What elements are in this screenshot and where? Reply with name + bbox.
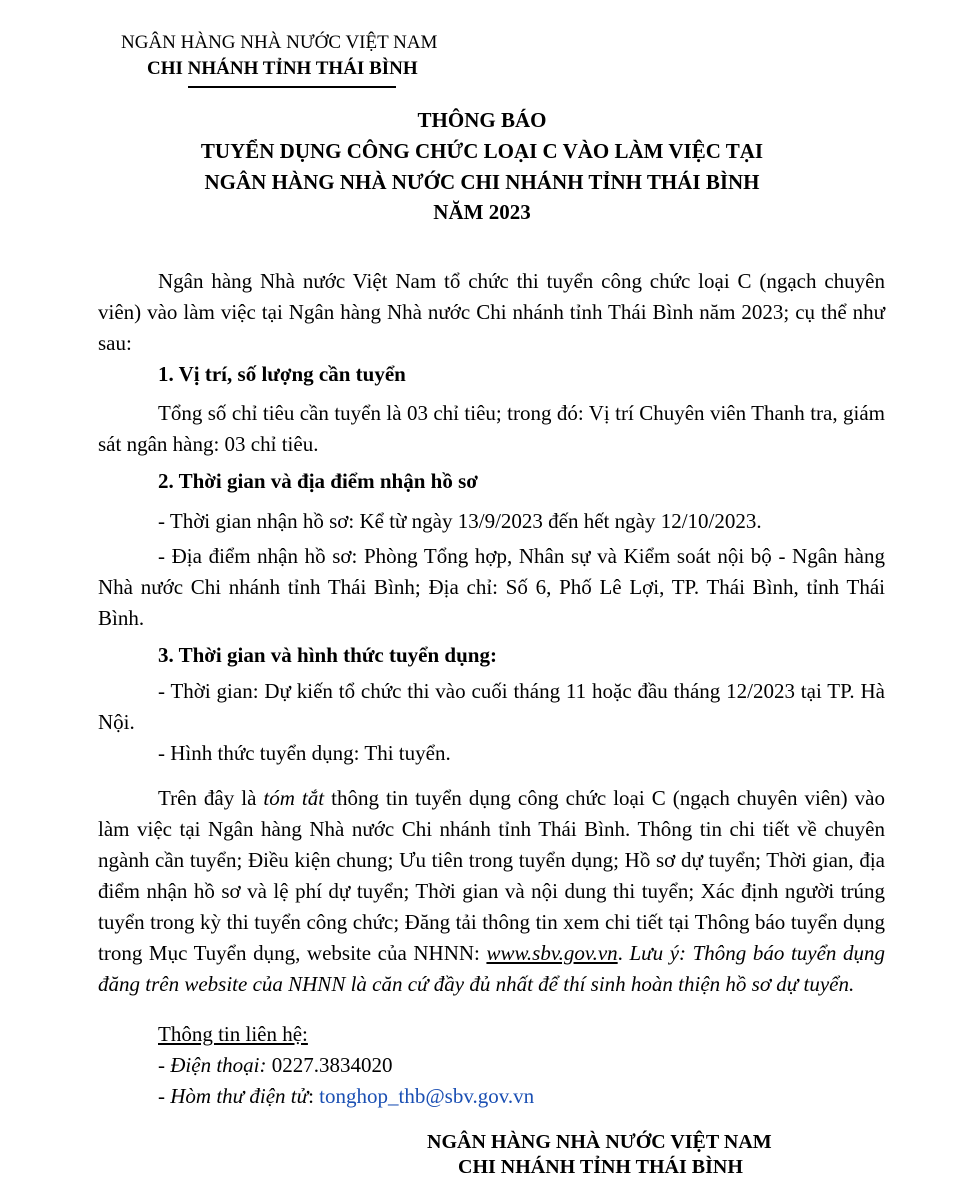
section-2-place: - Địa điểm nhận hồ sơ: Phòng Tổng hợp, Nhân sự và Kiểm soát nội bộ - Ngân hàng Nhà nước Chi nhánh tỉnh Thái Bình; Địa chỉ: Số 6, Phố Lê Lợi, TP. Thái Bình, tỉnh Thái Bình.: [98, 544, 885, 630]
summary-part-3: .: [617, 941, 630, 965]
title-notice: THÔNG BÁO: [417, 108, 547, 132]
website-link[interactable]: www.sbv.gov.vn: [486, 941, 618, 965]
phone-number: 0227.3834020: [266, 1053, 393, 1077]
section-3-form: - Hình thức tuyển dụng: Thi tuyển.: [158, 741, 451, 765]
section-3-heading: 3. Thời gian và hình thức tuyển dụng:: [158, 643, 497, 667]
contact-email-line: [158, 1081, 534, 1112]
phone-label: - Điện thoại:: [158, 1053, 267, 1077]
title-year: NĂM 2023: [433, 200, 531, 224]
header-underline: [188, 86, 396, 88]
section-2-heading: 2. Thời gian và địa điểm nhận hồ sơ: [158, 469, 478, 493]
summary-part-2: thông tin tuyển dụng công chức loại C (ngạch chuyên viên) vào làm việc tại Ngân hàng Nhà nước Chi nhánh tỉnh Thái Bình. Thông tin chi tiết về chuyên ngành cần tuyển; Điều kiện chung; Ưu tiên trong tuyển dụng; Hồ sơ dự tuyển; Thời gian, địa điểm nhận hồ sơ và lệ phí dự tuyển; Thời gian và nội dung thi tuyển; Xác định người trúng tuyển trong kỳ thi tuyển công chức; Đăng tải thông tin xem chi tiết tại Thông báo tuyển dụng trong Mục Tuyển dụng, website của NHNN:: [98, 786, 885, 965]
signature-org: NGÂN HÀNG NHÀ NƯỚC VIỆT NAM: [427, 1131, 772, 1153]
summary-part-1: Trên đây là: [158, 786, 264, 810]
intro-paragraph: Ngân hàng Nhà nước Việt Nam tổ chức thi tuyển công chức loại C (ngạch chuyên viên) vào làm việc tại Ngân hàng Nhà nước Chi nhánh tỉnh Thái Bình năm 2023; cụ thể như sau:: [98, 269, 885, 355]
email-link[interactable]: tonghop_thb@sbv.gov.vn: [319, 1084, 535, 1108]
contact-heading: Thông tin liên hệ:: [158, 1022, 308, 1046]
email-colon: :: [308, 1084, 320, 1108]
title-line-3: NGÂN HÀNG NHÀ NƯỚC CHI NHÁNH TỈNH THÁI BÌNH: [204, 170, 760, 194]
summary-italic: tóm tắt: [263, 786, 325, 810]
section-1-heading: 1. Vị trí, số lượng cần tuyển: [158, 362, 406, 386]
summary-note: Lưu ý: Thông báo tuyển dụng đăng trên website của NHNN là căn cứ đầy đủ nhất để thí sinh hoàn thiện hồ sơ dự tuyển.: [98, 941, 885, 996]
section-2-time: - Thời gian nhận hồ sơ: Kể từ ngày 13/9/2023 đến hết ngày 12/10/2023.: [158, 509, 762, 533]
header-branch: CHI NHÁNH TỈNH THÁI BÌNH: [147, 58, 418, 79]
signature-branch: CHI NHÁNH TỈNH THÁI BÌNH: [458, 1156, 743, 1178]
contact-phone-line: [158, 1050, 392, 1081]
header-org: NGÂN HÀNG NHÀ NƯỚC VIỆT NAM: [121, 32, 438, 53]
section-1-text: Tổng số chỉ tiêu cần tuyển là 03 chỉ tiêu; trong đó: Vị trí Chuyên viên Thanh tra, giám sát ngân hàng: 03 chỉ tiêu.: [98, 401, 885, 456]
email-label: - Hòm thư điện tử: [158, 1084, 309, 1108]
section-3-time: - Thời gian: Dự kiến tổ chức thi vào cuối tháng 11 hoặc đầu tháng 12/2023 tại TP. Hà Nội.: [98, 679, 885, 734]
summary-paragraph: [98, 783, 885, 1000]
title-line-2: TUYỂN DỤNG CÔNG CHỨC LOẠI C VÀO LÀM VIỆC TẠI: [200, 139, 764, 163]
